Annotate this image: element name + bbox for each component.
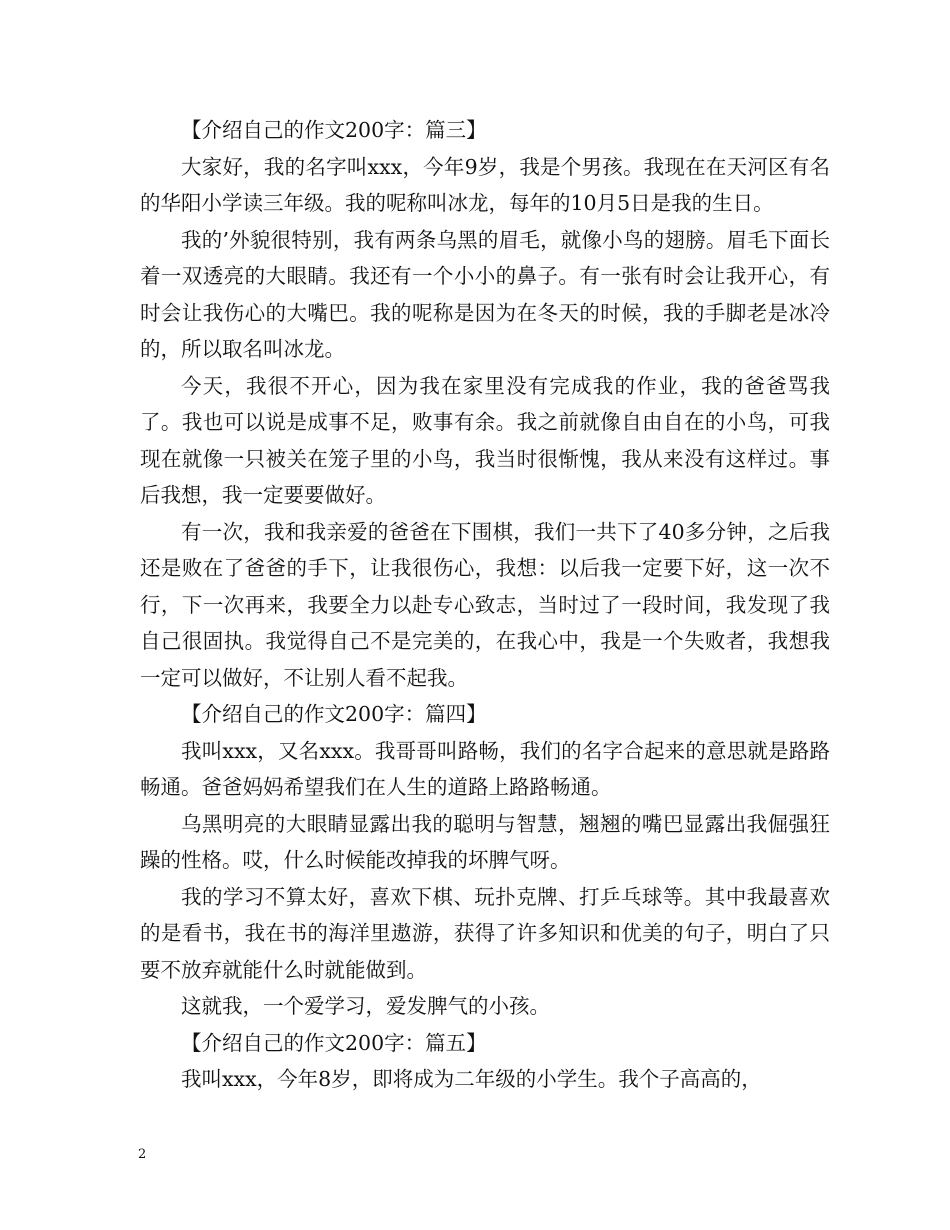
document-body bbox=[140, 112, 830, 1098]
paragraph: 我的学习不算太好，喜欢下棋、玩扑克牌、打乒乓球等。其中我最喜欢的是看书，我在书的海洋里遨游，获得了许多知识和优美的句子，明白了只要不放弃就能什么时就能做到。 bbox=[140, 884, 830, 982]
section-heading: 【介绍自己的作文200字：篇五】 bbox=[181, 1030, 487, 1055]
paragraph: 大家好，我的名字叫xxx，今年9岁，我是个男孩。我现在在天河区有名的华阳小学读三年级。我的呢称叫冰龙，每年的10月5日是我的生日。 bbox=[140, 154, 830, 215]
paragraph: 这就我，一个爱学习，爱发脾气的小孩。 bbox=[181, 994, 550, 1018]
paragraph: 我叫xxx，今年8岁，即将成为二年级的小学生。我个子高高的， bbox=[181, 1067, 762, 1091]
paragraph: 今天，我很不开心，因为我在家里没有完成我的作业，我的爸爸骂我了。我也可以说是成事不足，败事有余。我之前就像自由自在的小鸟，可我现在就像一只被关在笼子里的小鸟，我当时很惭愧，我从来没有这样过。事后我想，我一定要要做好。 bbox=[140, 373, 830, 507]
paragraph: 我的’外貌很特别，我有两条乌黑的眉毛，就像小鸟的翅膀。眉毛下面长着一双透亮的大眼睛。我还有一个小小的鼻子。有一张有时会让我开心，有时会让我伤心的大嘴巴。我的呢称是因为在冬天的时候，我的手脚老是冰冷的，所以取名叫冰龙。 bbox=[140, 227, 830, 361]
section-heading: 【介绍自己的作文200字：篇四】 bbox=[181, 702, 487, 726]
section-heading: 【介绍自己的作文200字：篇三】 bbox=[181, 118, 487, 142]
paragraph: 我叫xxx，又名xxx。我哥哥叫路畅，我们的名字合起来的意思就是路路畅通。爸爸妈妈希望我们在人生的道路上路路畅通。 bbox=[140, 738, 830, 799]
paragraph: 乌黑明亮的大眼睛显露出我的聪明与智慧，翘翘的嘴巴显露出我倔强狂躁的性格。哎，什么时候能改掉我的坏脾气呀。 bbox=[140, 811, 830, 872]
paragraph: 有一次，我和我亲爱的爸爸在下围棋，我们一共下了40多分钟，之后我还是败在了爸爸的手下，让我很伤心，我想：以后我一定要下好，这一次不行，下一次再来，我要全力以赴专心致志，当时过了一段时间，我发现了我自己很固执。我觉得自己不是完美的，在我心中，我是一个失败者，我想我一定可以做好，不让别人看不起我。 bbox=[140, 519, 830, 690]
page-number: 2 bbox=[138, 1147, 147, 1162]
